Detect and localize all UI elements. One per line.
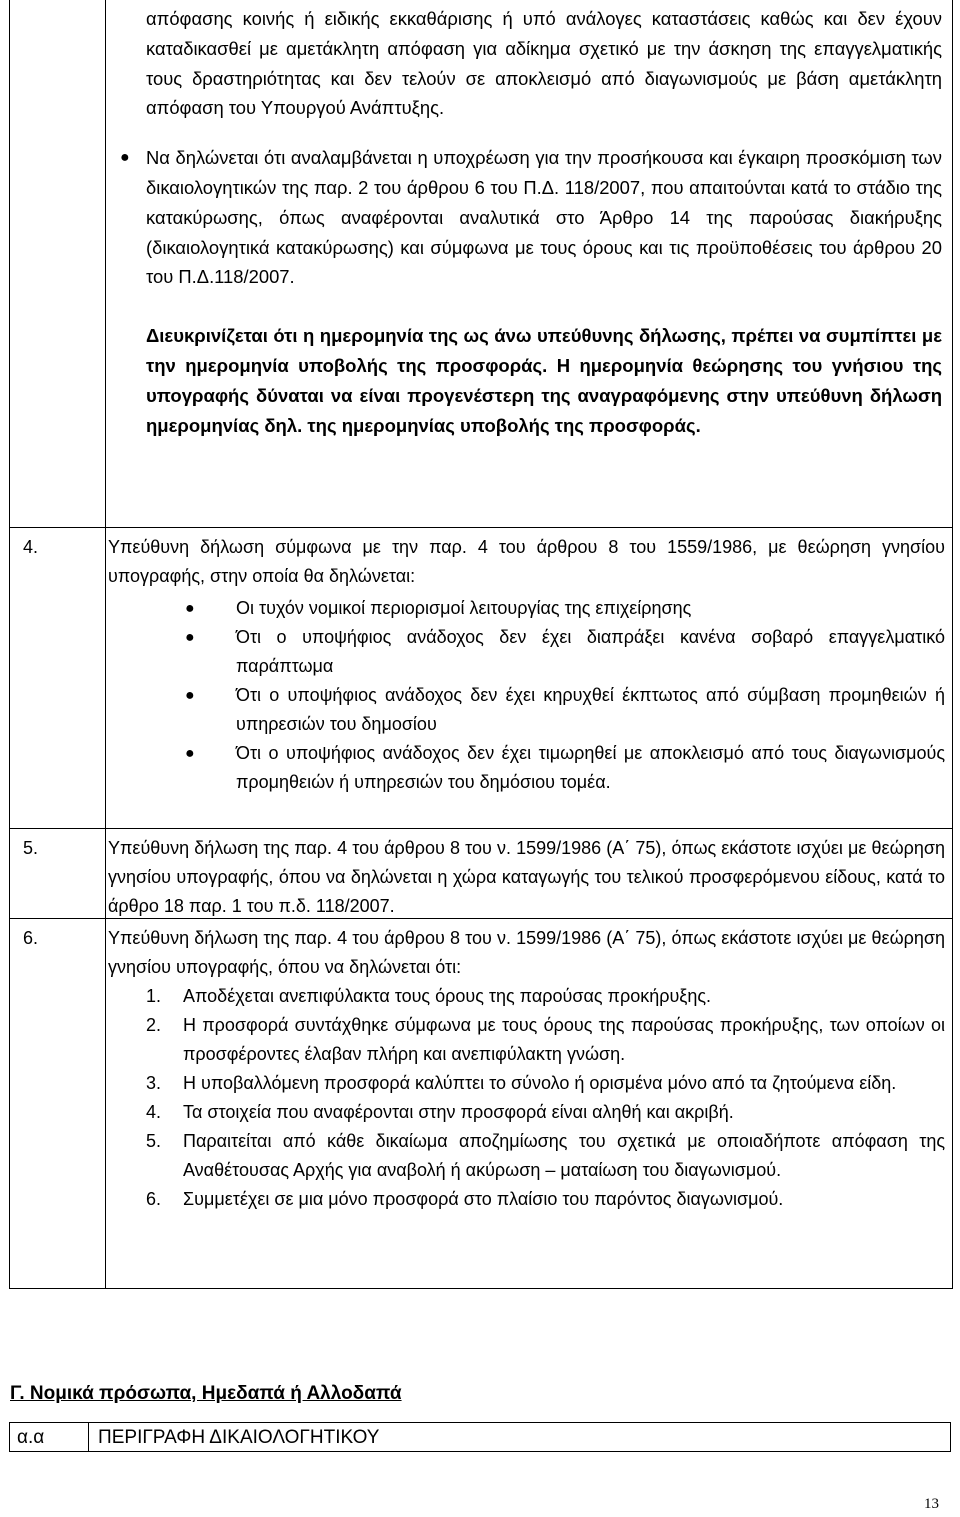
row-content-cell: [106, 0, 952, 527]
list-item: 5. Παραιτείται από κάθε δικαίωμα αποζημίωσης του σχετικά με οποιαδήποτε απόφαση της Αναθέτουσας Αρχής για αναβολή ή ακύρωση – ματαίωση του διαγωνισμού.: [146, 1131, 945, 1180]
column-header-description: ΠΕΡΙΓΡΑΦΗ ΔΙΚΑΙΟΛΟΓΗΤΙΚΟΥ: [98, 1427, 380, 1448]
list-item: ● Ότι ο υποψήφιος ανάδοχος δεν έχει κηρυχθεί έκπτωτος από σύμβαση προμηθειών ή υπηρεσιών του δημοσίου: [108, 681, 945, 739]
clarification-note: Διευκρινίζεται ότι η ημερομηνία της ως άνω υπεύθυνης δήλωσης, πρέπει να συμπίπτει με την ημερομηνία υποβολής της προσφοράς. Η ημερομηνία θεώρησης του γνήσιου της υπογραφής δύναται να είναι προγενέστερη της αναγραφόμενης στην υπεύθυνη δήλωση ημερομηνίας δηλ. της ημερομηνίας υποβολής της προσφοράς.: [146, 325, 942, 437]
list-item: 3. Η υποβαλλόμενη προσφορά καλύπτει το σύνολο ή ορισμένα μόνο από τα ζητούμενα είδη.: [146, 1073, 897, 1093]
list-item: ● Οι τυχόν νομικοί περιορισμοί λειτουργίας της επιχείρησης: [108, 594, 945, 623]
list-item: 2. Η προσφορά συντάχθηκε σύμφωνα με τους όρους της παρούσας προκήρυξης, των οποίων οι προσφέροντες έλαβαν πλήρη και ανεπιφύλακτη γνώση.: [146, 1015, 945, 1064]
table-row: [10, 0, 952, 527]
list-item-text: Να δηλώνεται ότι αναλαμβάνεται η υποχρέωση για την προσήκουσα και έγκαιρη προσκόμιση των δικαιολογητικών της παρ. 2 του άρθρου 6 του Π.Δ. 118/2007, που απαιτούνται κατά το στάδιο της κατακύρωσης, όπως αναφέρονται αναλυτικά στο Άρθρο 14 της παρούσας διακήρυξης (δικαιολογητικά κατακύρωσης) και σύμφωνα με τους όρους και τις προϋποθέσεις του άρθρου 20 του Π.Δ.118/2007.: [146, 147, 942, 288]
section-heading: Γ. Νομικά πρόσωπα, Ημεδαπά ή Αλλοδαπά: [10, 1383, 402, 1404]
continuation-paragraph: απόφασης κοινής ή ειδικής εκκαθάρισης ή υπό ανάλογες καταστάσεις καθώς και δεν έχουν καταδικασθεί με αμετάκλητη απόφαση για αδίκημα σχετικό με την άσκηση της επαγγελματικής τους δραστηριότητας και δεν τελούν σε αποκλεισμό από διαγωνισμούς με βάση αμετάκλητη απόφαση του Υπουργού Ανάπτυξης.: [146, 8, 942, 119]
list-item: 6. Συμμετέχει σε μια μόνο προσφορά στο πλαίσιο του παρόντος διαγωνισμού.: [146, 1189, 784, 1209]
row-content-cell: [106, 919, 952, 1288]
bullet-list: [108, 594, 945, 797]
section-g-table-header: [9, 1422, 951, 1452]
bullet-icon: ●: [185, 687, 195, 704]
list-item: 4. Τα στοιχεία που αναφέρονται στην προσφορά είναι αληθή και ακριβή.: [146, 1102, 734, 1122]
row-intro: Υπεύθυνη δήλωση σύμφωνα με την παρ. 4 του άρθρου 8 του 1559/1986, με θεώρηση γνησίου υπογραφής, στην οποία θα δηλώνεται:: [108, 537, 945, 586]
list-item: 1. Αποδέχεται ανεπιφύλακτα τους όρους της παρούσας προκήρυξης.: [146, 986, 712, 1006]
bullet-icon: ●: [185, 600, 195, 617]
row-content-cell: [106, 528, 952, 828]
table-row: [10, 828, 952, 918]
numbered-list: [108, 982, 945, 1214]
list-item: [120, 143, 942, 292]
row-number: 6.: [10, 919, 106, 1288]
bullet-icon: ●: [185, 745, 195, 762]
row-text: Υπεύθυνη δήλωση της παρ. 4 του άρθρου 8 του ν. 1599/1986 (Α΄ 75), όπως εκάστοτε ισχύει με θεώρηση γνησίου υπογραφής, όπου να δηλώνεται η χώρα καταγωγής του τελικού προσφερόμενου είδους, κατά το άρθρο 18 παρ. 1 του π.δ. 118/2007.: [108, 838, 945, 916]
column-header-code: α.α: [10, 1423, 89, 1451]
list-item: ● Ότι ο υποψήφιος ανάδοχος δεν έχει διαπράξει κανένα σοβαρό επαγγελματικό παράπτωμα: [108, 623, 945, 681]
list-item: ● Ότι ο υποψήφιος ανάδοχος δεν έχει τιμωρηθεί με αποκλεισμό από τους διαγωνισμούς προμηθειών ή υπηρεσιών του δημόσιου τομέα.: [108, 739, 945, 797]
table-row: [10, 527, 952, 828]
row-intro: Υπεύθυνη δήλωση της παρ. 4 του άρθρου 8 του ν. 1599/1986 (Α΄ 75), όπως εκάστοτε ισχύει με θεώρηση γνησίου υπογραφής, όπου να δηλώνεται ότι:: [108, 928, 945, 977]
row-number: 5.: [10, 829, 106, 918]
bullet-icon: ●: [120, 149, 130, 167]
page-number: 13: [924, 1496, 939, 1512]
row-number: 4.: [10, 528, 106, 828]
table-row: [10, 918, 952, 1288]
row-number-cell: [10, 0, 106, 527]
row-content-cell: [106, 829, 952, 918]
documents-table: [9, 0, 953, 1289]
bullet-icon: ●: [185, 629, 195, 646]
